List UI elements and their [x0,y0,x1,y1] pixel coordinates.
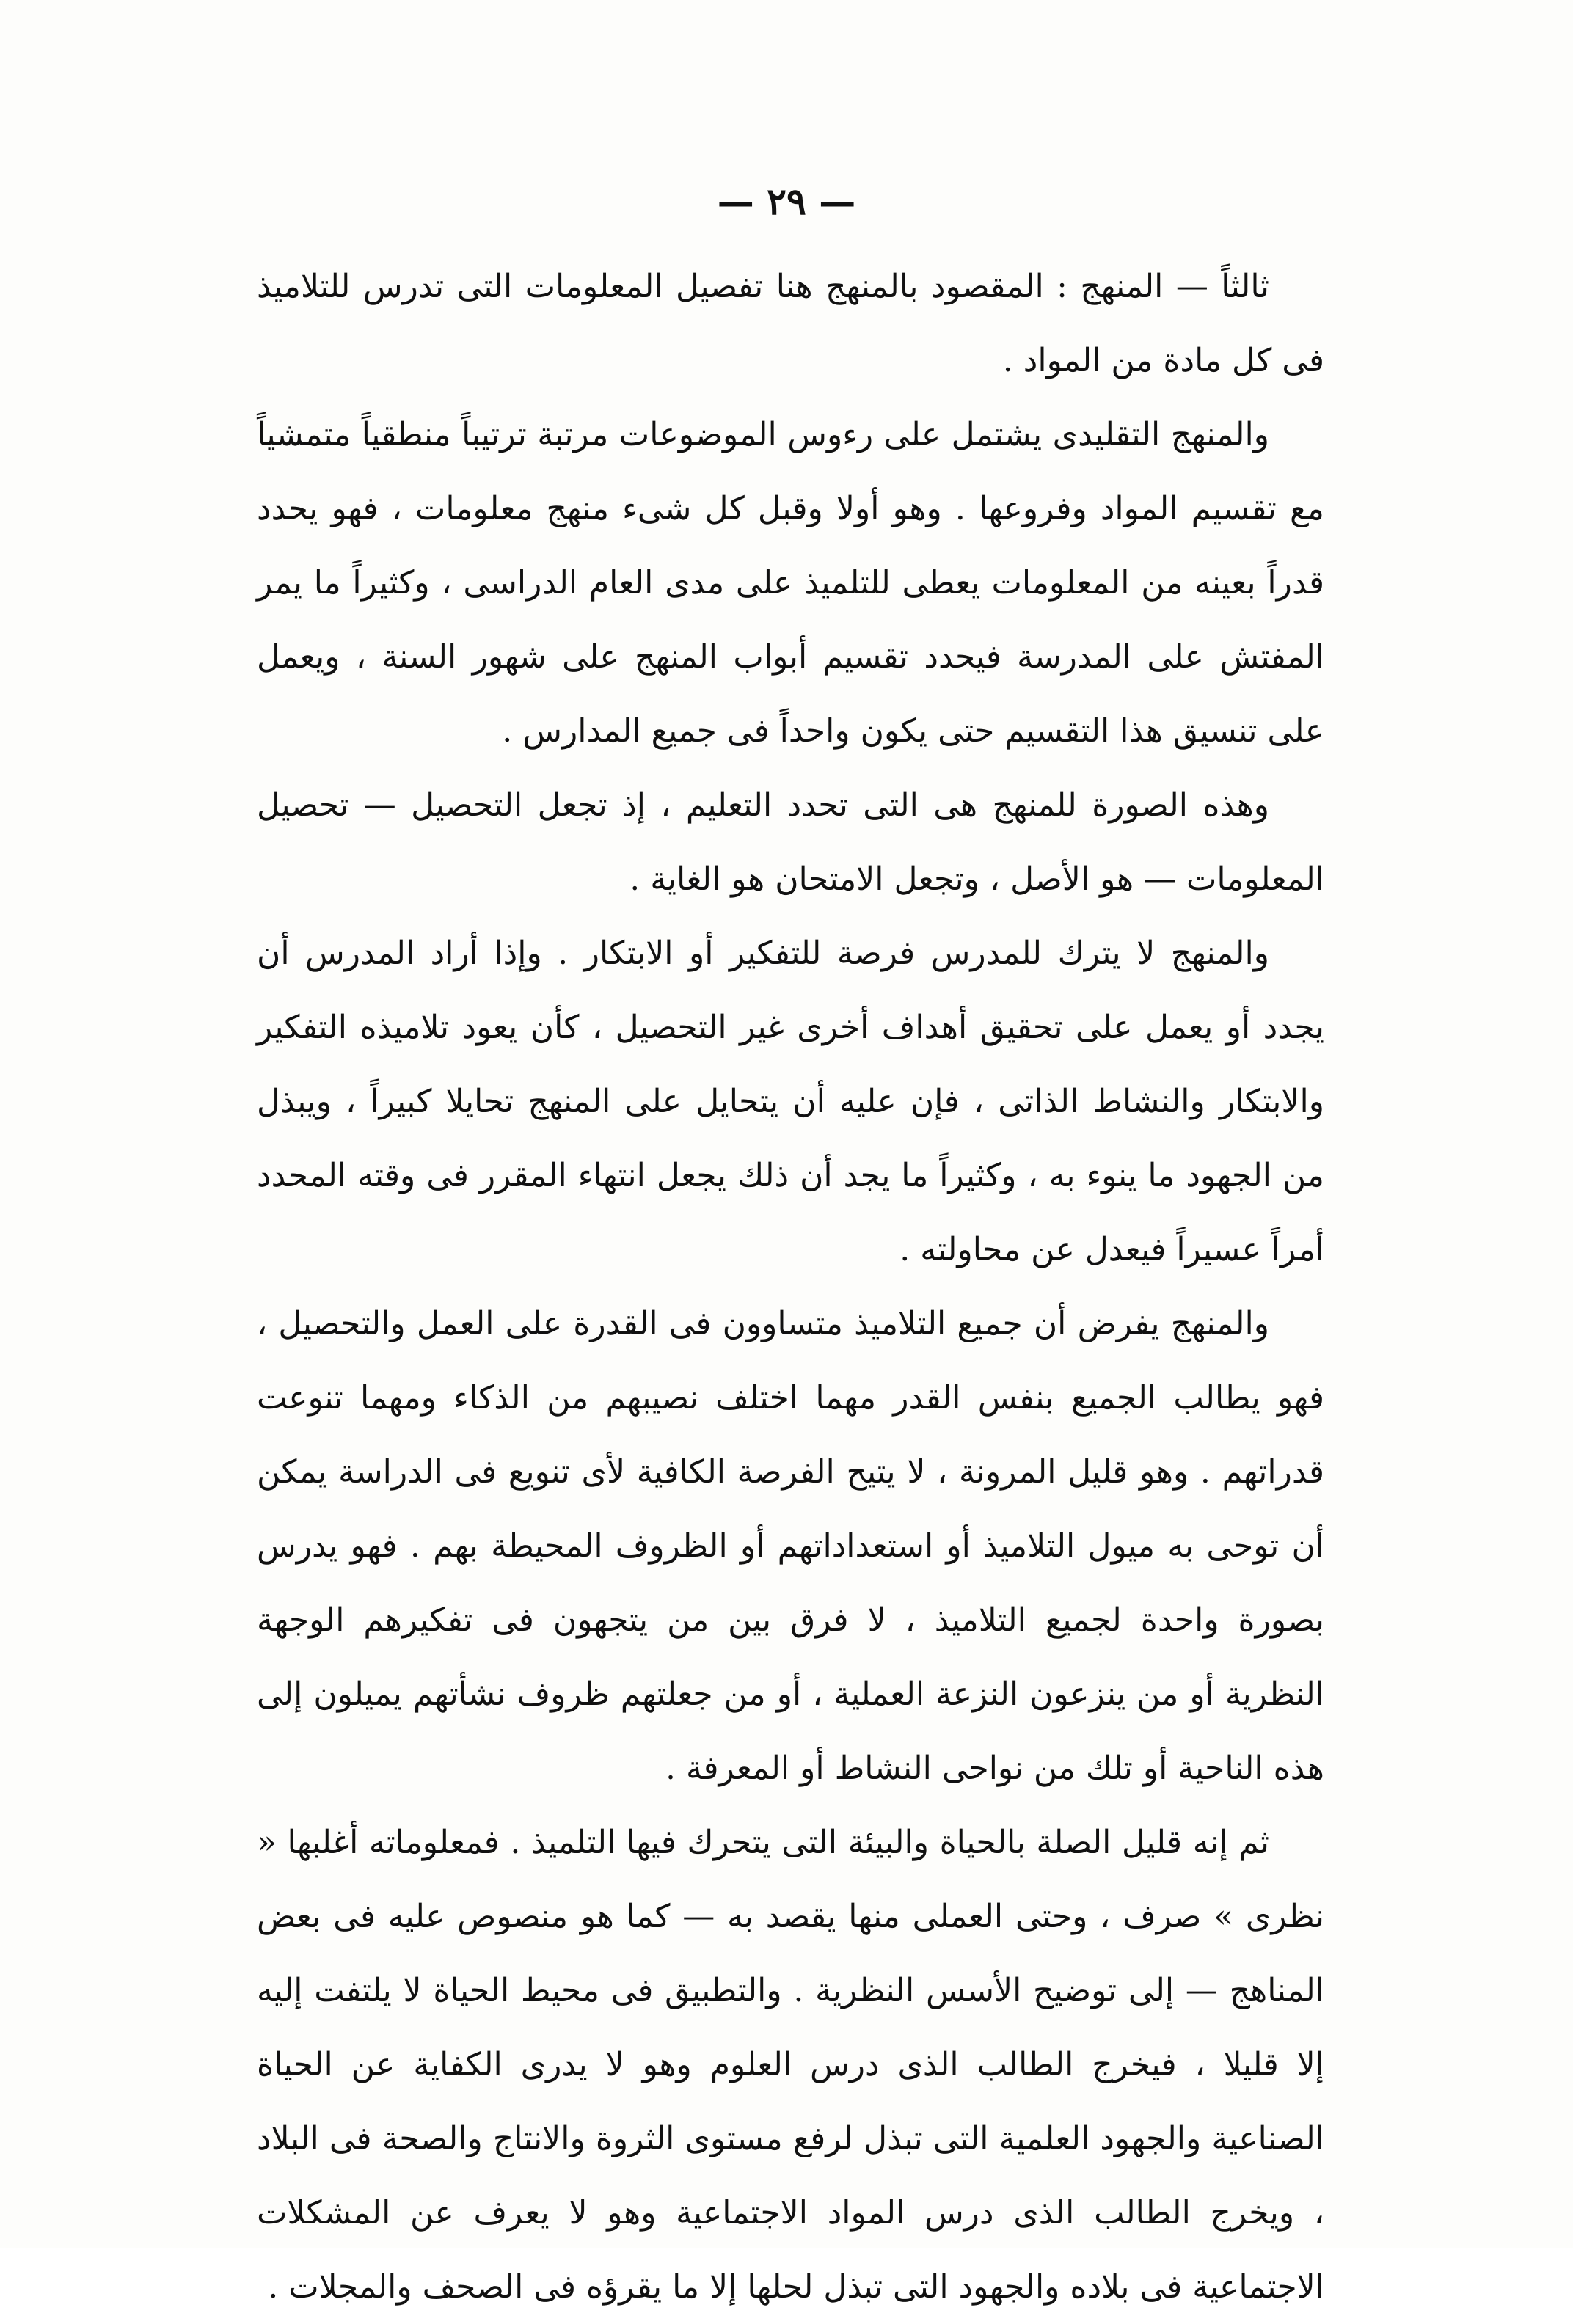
body-text [257,249,1324,2324]
paragraph: والمنهج التقليدى يشتمل على رءوس الموضوعات مرتبة ترتيباً منطقياً متمشياً مع تقسيم المواد وفروعها . وهو أولا وقبل كل شىء منهج معلومات ، فهو يحدد قدراً بعينه من المعلومات يعطى للتلميذ على مدى العام الدراسى ، وكثيراً ما يمر المفتش على المدرسة فيحدد تقسيم أبواب المنهج على شهور السنة ، ويعمل على تنسيق هذا التقسيم حتى يكون واحداً فى جميع المدارس . [257,416,1324,750]
paragraph: والمنهج يفرض أن جميع التلاميذ متساوون فى القدرة على العمل والتحصيل ، فهو يطالب الجميع بنفس القدر مهما اختلف نصيبهم من الذكاء ومهما تنوعت قدراتهم . وهو قليل المرونة ، لا يتيح الفرصة الكافية لأى تنويع فى الدراسة يمكن أن توحى به ميول التلاميذ أو استعداداتهم أو الظروف المحيطة بهم . فهو يدرس بصورة واحدة لجميع التلاميذ ، لا فرق بين من يتجهون فى تفكيرهم الوجهة النظرية أو من ينزعون النزعة العملية ، أو من جعلتهم ظروف نشأتهم يميلون إلى هذه الناحية أو تلك من نواحى النشاط أو المعرفة . [257,1305,1324,1787]
page-number: — ٢٩ — [717,180,856,223]
paragraph: ثم إنه قليل الصلة بالحياة والبيئة التى يتحرك فيها التلميذ . فمعلوماته أغلبها « نظرى » صرف ، وحتى العملى منها يقصد به — كما هو منصوص عليه فى بعض المناهج — إلى توضيح الأسس النظرية . والتطبيق فى محيط الحياة لا يلتفت إليه إلا قليلا ، فيخرج الطالب الذى درس العلوم وهو لا يدرى الكفاية عن الحياة الصناعية والجهود العلمية التى تبذل لرفع مستوى الثروة والانتاج والصحة فى البلاد ، ويخرج الطالب الذى درس المواد الاجتماعية وهو لا يعرف عن المشكلات الاجتماعية فى بلاده والجهود التى تبذل لحلها إلا ما يقرؤه فى الصحف والمجلات . [257,1824,1324,2306]
paragraph: وهذه الصورة للمنهج هى التى تحدد التعليم ، إذ تجعل التحصيل — تحصيل المعلومات — هو الأصل ، وتجعل الامتحان هو الغاية . [257,786,1324,898]
paragraph: ثالثاً — المنهج : المقصود بالمنهج هنا تفصيل المعلومات التى تدرس للتلاميذ فى كل مادة من المواد . [257,268,1324,379]
paragraph: والمنهج لا يترك للمدرس فرصة للتفكير أو الابتكار . وإذا أراد المدرس أن يجدد أو يعمل على تحقيق أهداف أخرى غير التحصيل ، كأن يعود تلاميذه التفكير والابتكار والنشاط الذاتى ، فإن عليه أن يتحايل على المنهج تحايلا كبيراً ، ويبذل من الجهود ما ينوء به ، وكثيراً ما يجد أن ذلك يجعل انتهاء المقرر فى وقته المحدد أمراً عسيراً فيعدل عن محاولته . [257,935,1324,1268]
